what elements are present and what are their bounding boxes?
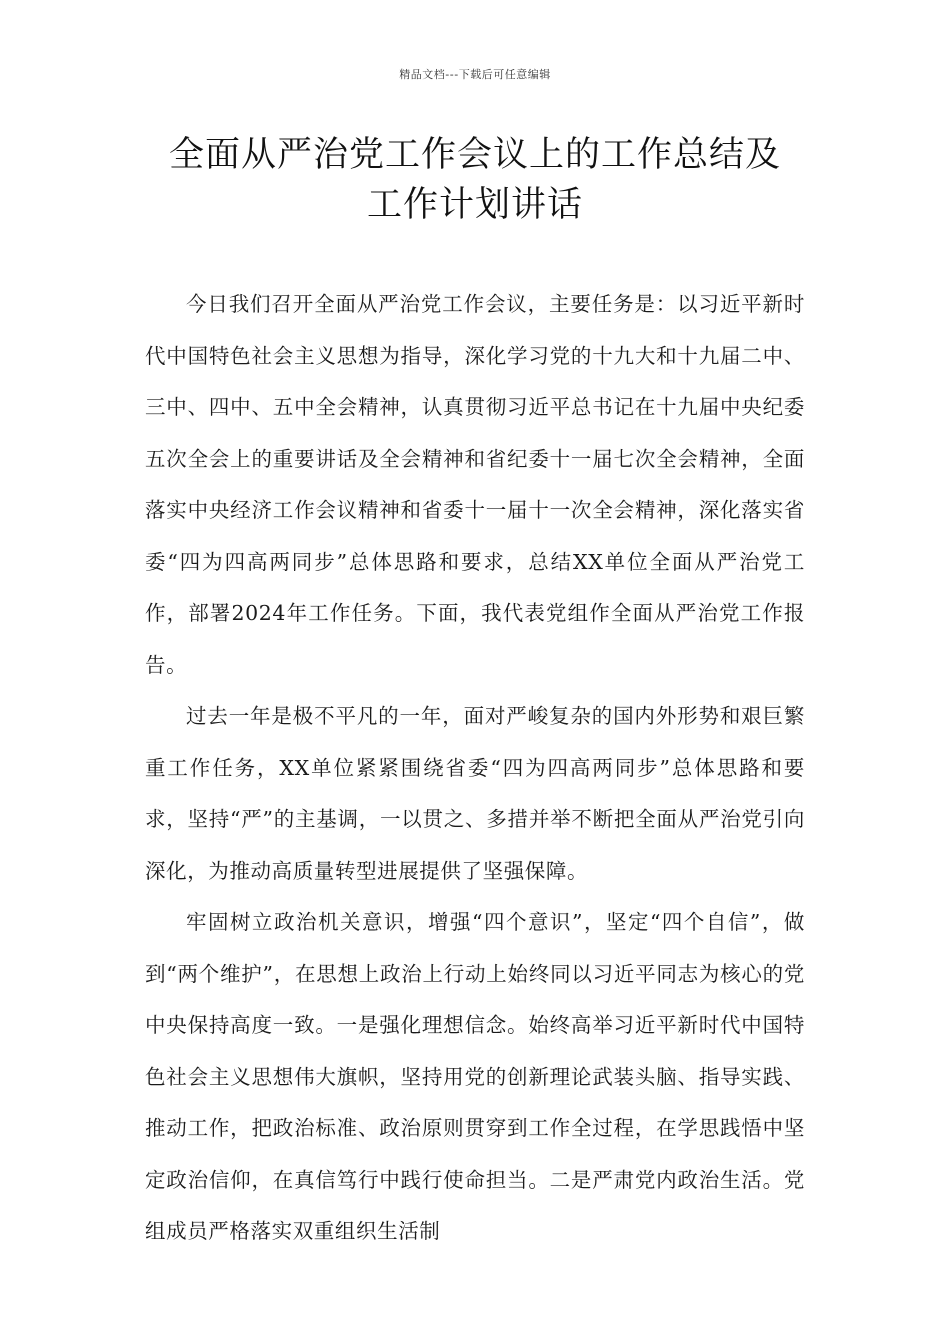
- paragraph-2: 过去一年是极不平凡的一年，面对严峻复杂的国内外形势和艰巨繁重工作任务，XX单位紧紧围绕省委“四为四高两同步”总体思路和要求，坚持“严”的主基调，一以贯之、多措并举不断把全面从严治党引向深化，为推动高质量转型进展提供了坚强保障。: [145, 704, 805, 883]
- document-title: [135, 130, 815, 230]
- document-body: [145, 279, 805, 1258]
- document-title-line-2: 工作计划讲话: [366, 185, 583, 225]
- header-note: 精品文档---下载后可任意编辑: [399, 68, 551, 81]
- paragraph-3: 牢固树立政治机关意识，增强“四个意识”，坚定“四个自信”，做到“两个维护”，在思想上政治上行动上始终同以习近平同志为核心的党中央保持高度一致。一是强化理想信念。始终高举习近平新时代中国特色社会主义思想伟大旗帜，坚持用党的创新理论武装头脑、指导实践、推动工作，把政治标准、政治原则贯穿到工作全过程，在学思践悟中坚定政治信仰，在真信笃行中践行使命担当。二是严肃党内政治生活。党组成员严格落实双重组织生活制: [145, 910, 805, 1243]
- paragraph-1: 今日我们召开全面从严治党工作会议，主要任务是：以习近平新时代中国特色社会主义思想为指导，深化学习党的十九大和十九届二中、三中、四中、五中全会精神，认真贯彻习近平总书记在十九届中央纪委五次全会上的重要讲话及全会精神和省纪委十一届七次全会精神，全面落实中央经济工作会议精神和省委十一届十一次全会精神，深化落实省委“四为四高两同步”总体思路和要求，总结XX单位全面从严治党工作，部署2024年工作任务。下面，我代表党组作全面从严治党工作报告。: [145, 292, 805, 677]
- document-title-line-1: 全面从严治党工作会议上的工作总结及: [168, 135, 781, 175]
